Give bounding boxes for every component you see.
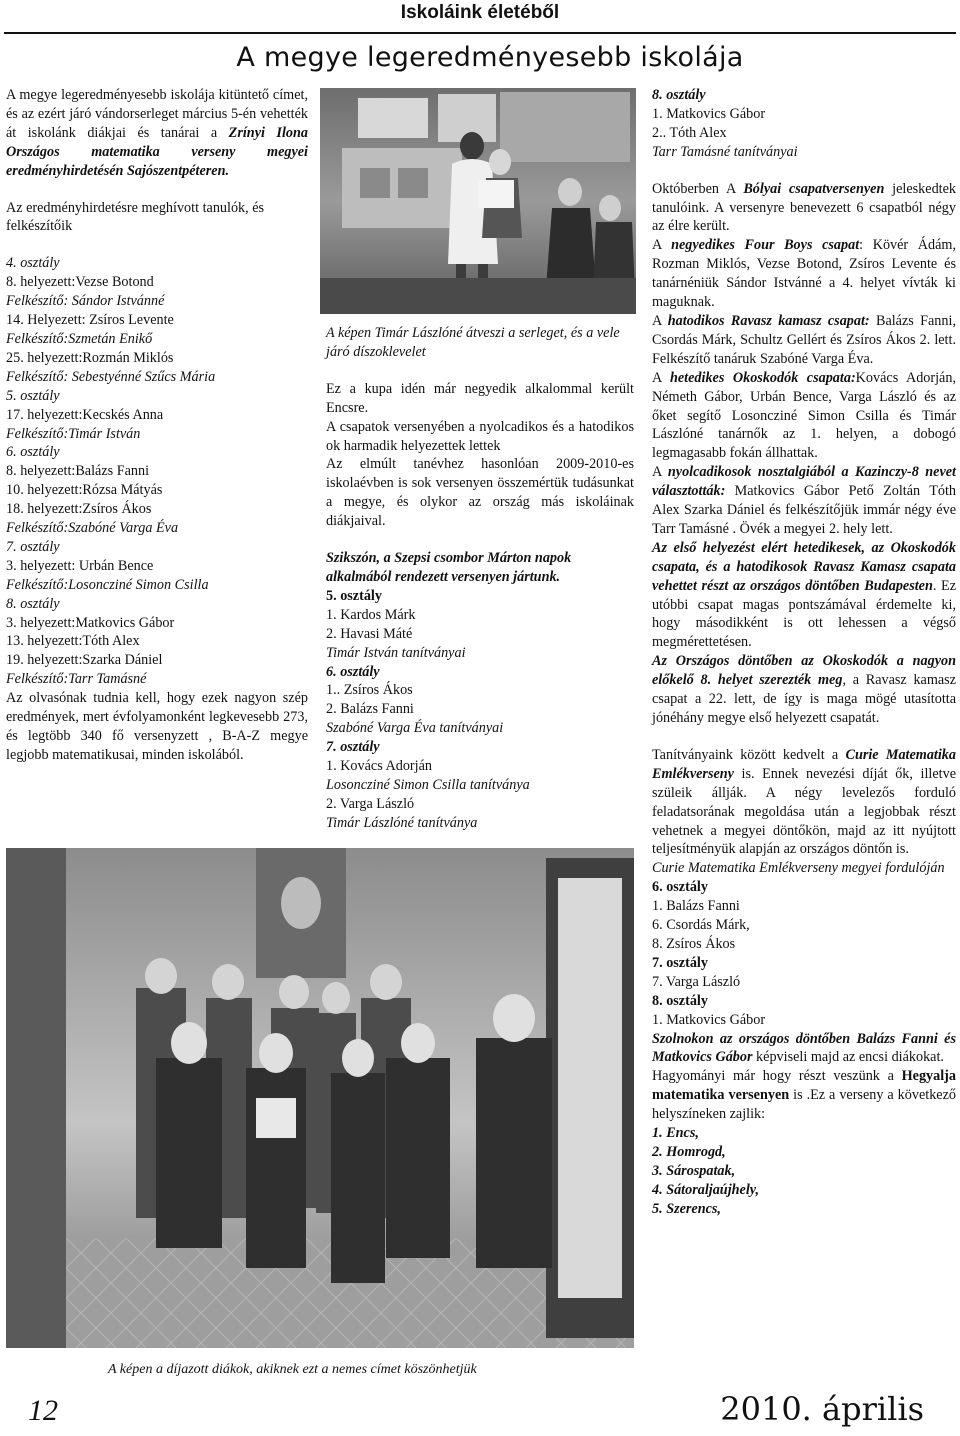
list-item: 25. helyezett:Rozmán Miklós xyxy=(6,349,174,366)
column-right xyxy=(652,86,956,1219)
szikszo-results xyxy=(326,587,634,833)
list-item: 5. osztály xyxy=(6,387,60,404)
page-header xyxy=(0,0,960,34)
four-boys-paragraph: A negyedikes Four Boys csapat: Kövér Ádám, Rozman Miklós, Vezse Botond, Zsíros Levente és tanárnéniük Sándor Istvánné a 4. helyet vívták ki maguknak. xyxy=(652,237,956,311)
curie-results xyxy=(652,878,956,1029)
szikszo-heading: Szikszón, a Szepsi csombor Márton napok alkalmából rendezett versenyen jártunk. xyxy=(326,550,572,585)
szolnok-paragraph: Szolnokon az országos döntőben Balázs Fanni és Matkovics Gábor képviseli majd az encsi diákokat. xyxy=(652,1030,956,1066)
photo-caption-top: A képen Timár Lászlóné átveszi a serleget, és a vele járó díszoklevelet xyxy=(326,325,620,360)
list-item: Timár István tanítványai xyxy=(326,644,466,661)
list-item: 8. osztály xyxy=(6,595,60,612)
list-item: 1. Kardos Márk xyxy=(326,606,416,623)
list-item: 8. helyezett:Balázs Fanni xyxy=(6,463,150,480)
list-item: 7. osztály xyxy=(6,538,60,555)
curie-heading: Curie Matematika Emlékverseny megyei fordulóján xyxy=(652,860,945,877)
list-item: 7. osztály xyxy=(326,739,380,756)
list-item: Felkészítő:Timár István xyxy=(6,425,141,442)
list-item: Felkészítő:Szabóné Varga Éva xyxy=(6,520,179,537)
list-item: 8. Zsíros Ákos xyxy=(652,935,736,952)
list-item: 10. helyezett:Rózsa Mátyás xyxy=(6,482,163,499)
list-item: 1. Balázs Fanni xyxy=(652,898,740,915)
cup-paragraph: Ez a kupa idén már negyedik alkalommal került Encsre. xyxy=(326,380,634,416)
closing-paragraph: Az olvasónak tudnia kell, hogy ezek nagyon szép eredmények, mert évfolyamonként legkevesebb 273, és legtöbb 340 fő versenyzett , B-A-Z megye legjobb matematikusai, minden iskolából. xyxy=(6,690,308,763)
hegyalja-paragraph: Hagyományi már hogy részt veszünk a Hegyalja matematika versenyen is .Ez a verseny a következő helyszíneken zajlik: xyxy=(652,1068,956,1123)
invite-line: Az eredményhirdetésre meghívott tanulók, és felkészítőik xyxy=(6,199,265,235)
list-item: 6. Csordás Márk, xyxy=(652,917,750,934)
venue-item: 4. Sátoraljaújhely, xyxy=(652,1181,760,1198)
list-item: 2. Balázs Fanni xyxy=(326,701,414,718)
orszagos-paragraph: Az Országos döntőben az Okoskodók a nagyon előkelő 8. helyet szerezték meg, a Ravasz kamasz csapat a 22. lett, de így is maga mögé utasította jónéhány megye első helyezett csapatát. xyxy=(652,653,956,726)
bolyai-paragraph: Októberben A Bólyai csapatversenyen jeleskedtek tanulóink. A versenyre benevezett 6 csapatból négy az élre került. xyxy=(652,180,956,235)
photo-caption-bottom: A képen a díjazott diákok, akiknek ezt a nemes címet köszönhetjük xyxy=(108,1362,477,1377)
top-results xyxy=(652,86,956,162)
list-item: 1.. Zsíros Ákos xyxy=(326,682,413,699)
venue-item: 1. Encs, xyxy=(652,1125,699,1142)
list-item: 4. osztály xyxy=(6,255,60,272)
list-item: Losoncziné Simon Csilla tanítványa xyxy=(326,776,530,793)
issue-date: 2010. április xyxy=(720,1390,924,1428)
list-item: 3. helyezett: Urbán Bence xyxy=(6,557,154,574)
nosztalgia-paragraph: A nyolcadikosok nosztalgiából a Kazinczy-8 nevet választották: Matkovics Gábor Pető Zoltán Tóth Alex Szarka Dániel és felkészítőjük immár négy éve Tarr Tamásné . Övék a megyei 2. hely lett. xyxy=(652,464,956,537)
ravasz-paragraph: A hatodikos Ravasz kamasz csapat: Balázs Fanni, Csordás Márk, Schultz Gellért és Zsíros Ákos 2. lett. Felkészítő tanáruk Szabóné Varga Éva. xyxy=(652,312,956,367)
list-item: 14. Helyezett: Zsíros Levente xyxy=(6,312,174,329)
list-item: Felkészítő:Szmetán Enikő xyxy=(6,330,153,347)
column-left xyxy=(6,86,308,765)
results-list xyxy=(6,254,308,689)
list-item: Felkészítő: Sándor Istvánné xyxy=(6,293,165,310)
list-item: Felkészítő:Tarr Tamásné xyxy=(6,671,147,688)
list-item: 6. osztály xyxy=(652,879,708,896)
season-paragraph: Az elmúlt tanévhez hasonlóan 2009-2010-es iskolaévben is sok versenyen összemértük tudásunkat a megye, és olykor az ország más iskoláinak diákjaival. xyxy=(326,456,634,530)
list-item: 2. Varga László xyxy=(326,795,415,812)
venue-item: 5. Szerencs, xyxy=(652,1200,721,1217)
list-item: 8. osztály xyxy=(652,87,706,103)
list-item: 8. osztály xyxy=(652,992,708,1009)
list-item: 8. helyezett:Vezse Botond xyxy=(6,274,154,291)
list-item: 6. osztály xyxy=(326,663,380,680)
venue-item: 3. Sárospatak, xyxy=(652,1162,736,1179)
list-item: 6. osztály xyxy=(6,444,60,461)
list-item: 7. Varga László xyxy=(652,973,741,990)
section-title: Iskoláink életéből xyxy=(400,2,560,23)
curie-paragraph: Tanítványaink között kedvelt a Curie Matematika Emlékverseny is. Ennek nevezési díját ők, illetve szüleik állják. A négy levelezős forduló feladatsorának megoldása után a legjobbak részt vehetnek a megyei döntőkön, majd az itt nyújtott teljesítményük alapján az országos döntőn is. xyxy=(652,746,956,858)
venue-list xyxy=(652,1124,956,1219)
list-item: Felkészítő:Losoncziné Simon Csilla xyxy=(6,576,209,593)
list-item: 13. helyezett:Tóth Alex xyxy=(6,633,140,650)
teams-paragraph: A csapatok versenyében a nyolcadikos és a hatodikos ok harmadik helyezettek lettek xyxy=(326,418,634,454)
article-title: A megye legeredményesebb iskolája xyxy=(236,42,744,73)
column-middle xyxy=(326,324,634,833)
list-item: 17. helyezett:Kecskés Anna xyxy=(6,406,164,423)
list-item: 1. Matkovics Gábor xyxy=(652,105,766,122)
list-item: 2. Havasi Máté xyxy=(326,625,413,642)
list-item: Szabóné Varga Éva tanítványai xyxy=(326,720,504,737)
elso-paragraph: Az első helyezést elért hetedikesek, az Okoskodók csapata, és a hatodikosok Ravasz Kamasz csapata vehettet részt az országos döntőben Budapesten. Ez utóbbi csapat magas pontszámával érdemelte ki, hogy másodikként is ott lehessen a végső megmérettetésen. xyxy=(652,539,956,651)
photo-group-students xyxy=(6,848,634,1348)
okoskodok-paragraph: A hetedikes Okoskodók csapata:Kovács Adorján, Németh Gábor, Urbán Bence, Varga László és az őket segítő Losoncziné Simon Csilla és Timár Lászlóné tanárnők az 1. helyen, a dobogó legmagasabb fokán állhattak. xyxy=(652,369,956,462)
list-item: 18. helyezett:Zsíros Ákos xyxy=(6,501,152,518)
intro-paragraph: A megye legeredményesebb iskolája kitüntető címet, és az ezért járó vándorserleget március 5-én vehették át iskolánk diákjai és tanárai a Zrínyi Ilona Országos matematika verseny megyei eredményhirdetésén Sajószentpéteren. xyxy=(6,87,308,179)
list-item: 1. Kovács Adorján xyxy=(326,758,432,775)
list-item: 19. helyezett:Szarka Dániel xyxy=(6,652,163,669)
page-number: 12 xyxy=(28,1394,58,1427)
list-item: 1. Matkovics Gábor xyxy=(652,1011,766,1028)
list-item: 7. osztály xyxy=(652,954,708,971)
list-item: Timár Lászlóné tanítványa xyxy=(326,814,478,831)
list-item: Felkészítő: Sebestyénné Szűcs Mária xyxy=(6,368,216,385)
list-item: 2.. Tóth Alex xyxy=(652,124,727,141)
list-item: 3. helyezett:Matkovics Gábor xyxy=(6,614,175,631)
venue-item: 2. Homrogd, xyxy=(652,1143,726,1160)
photo-award-ceremony xyxy=(320,88,636,314)
list-item: 5. osztály xyxy=(326,587,382,604)
header-rule xyxy=(4,32,956,34)
list-item: Tarr Tamásné tanítványai xyxy=(652,143,798,160)
